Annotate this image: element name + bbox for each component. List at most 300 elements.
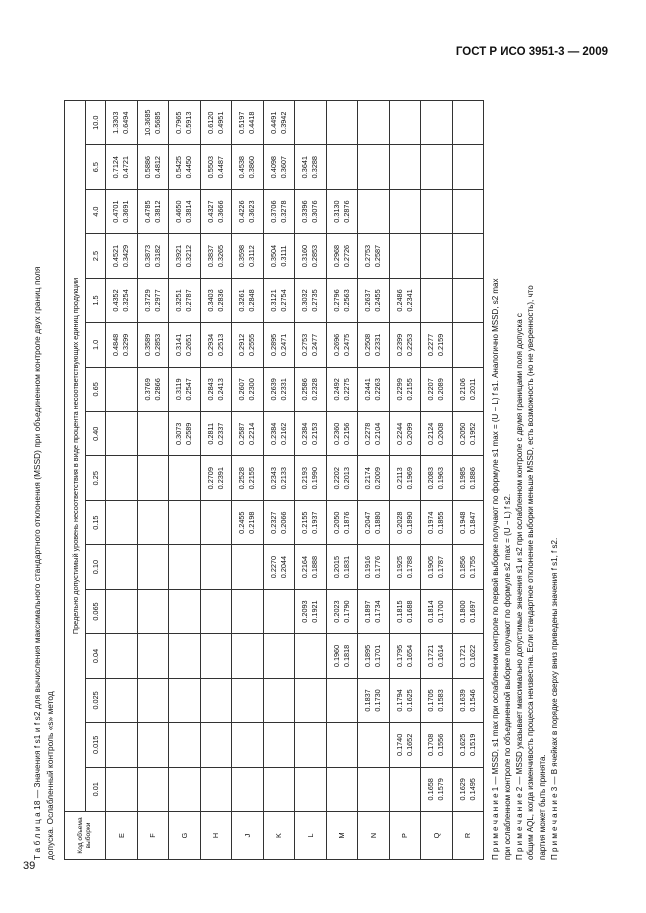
fs2-value: 0.3860 bbox=[247, 156, 257, 179]
fs2-value: 0.1579 bbox=[436, 778, 446, 801]
value-cell bbox=[389, 234, 421, 278]
value-cell bbox=[137, 367, 169, 411]
fs1-value: 0.2164 bbox=[300, 555, 310, 579]
fs2-value: 0.1969 bbox=[404, 467, 414, 490]
fs2-value: 0.2589 bbox=[184, 422, 194, 445]
fs1-value: 0.2796 bbox=[331, 289, 341, 312]
value-cell bbox=[200, 234, 232, 278]
note-line: П р и м е ч а н и е 2 — MSSD указывает максимально допустимые значения s1 и s2 при ослабленном контроле с двумя границами поля допуска с bbox=[514, 313, 524, 860]
value-cell bbox=[421, 101, 453, 145]
value-cell bbox=[106, 323, 138, 367]
fs2-value: 0.1880 bbox=[373, 511, 383, 534]
fs1-value: 0.4327 bbox=[205, 200, 215, 223]
fs1-value: 0.2207 bbox=[426, 378, 436, 401]
value-cell bbox=[263, 412, 295, 456]
fs1-value: 0.1740 bbox=[394, 733, 404, 757]
value-cell bbox=[169, 634, 201, 678]
fs2-value: 0.2513 bbox=[215, 333, 225, 357]
fs2-value: 0.2331 bbox=[278, 378, 288, 401]
fs1-value: 0.3873 bbox=[142, 244, 152, 268]
fs1-value: 0.1856 bbox=[457, 555, 467, 579]
value-cell bbox=[200, 367, 232, 411]
aql-value-header: 0.065 bbox=[86, 589, 106, 633]
aql-value-header: 0.015 bbox=[86, 723, 106, 767]
fs2-value: 0.3254 bbox=[121, 289, 131, 312]
value-cell bbox=[200, 500, 232, 544]
fs1-value: 0.2028 bbox=[394, 511, 404, 534]
notes-block bbox=[490, 100, 561, 860]
fs1-value: 0.2912 bbox=[237, 333, 247, 357]
value-cell bbox=[326, 367, 358, 411]
fs2-value: 0.1776 bbox=[373, 555, 383, 579]
aql-value-header: 0.04 bbox=[86, 634, 106, 678]
fs2-value: 0.2853 bbox=[152, 333, 162, 357]
fs1-value: 0.2709 bbox=[205, 467, 215, 490]
table-row bbox=[358, 101, 390, 860]
value-cell bbox=[137, 500, 169, 544]
note-line: П р и м е ч а н и е 1 — MSSD, s1 max при ослабленном контроле по первой выборке получают по формуле s1 max = (U − L) f s1. Аналогично MSSD, s2 max bbox=[491, 278, 500, 860]
fs1-value: 0.4098 bbox=[268, 156, 278, 179]
value-cell bbox=[263, 678, 295, 722]
value-cell bbox=[326, 678, 358, 722]
fs2-value: 0.3691 bbox=[121, 200, 131, 223]
table-row bbox=[452, 101, 484, 860]
fs2-value: 0.2413 bbox=[215, 378, 225, 401]
fs2-value: 0.6494 bbox=[121, 111, 131, 134]
value-cell bbox=[200, 101, 232, 145]
fs2-value: 0.3429 bbox=[121, 244, 131, 268]
value-cell bbox=[326, 456, 358, 500]
fs2-value: 0.2300 bbox=[247, 378, 257, 401]
fs1-value: 0.4701 bbox=[111, 200, 121, 223]
value-cell bbox=[452, 367, 484, 411]
value-cell bbox=[358, 500, 390, 544]
table-row bbox=[295, 101, 327, 860]
value-cell bbox=[106, 634, 138, 678]
fs1-value: 0.1925 bbox=[394, 555, 404, 579]
fs1-value: 0.1916 bbox=[363, 555, 373, 579]
fs1-value: 0.1985 bbox=[457, 467, 467, 490]
rotated-content bbox=[30, 100, 590, 860]
value-cell bbox=[389, 589, 421, 633]
fs2-value: 0.3112 bbox=[247, 245, 257, 267]
value-cell bbox=[232, 545, 264, 589]
fs1-value: 0.1721 bbox=[426, 644, 436, 668]
fs2-value: 0.3111 bbox=[278, 245, 288, 267]
fs1-value: 0.2343 bbox=[268, 467, 278, 490]
value-cell bbox=[326, 723, 358, 767]
value-cell bbox=[106, 767, 138, 811]
fs1-value: 0.1814 bbox=[426, 600, 436, 623]
fs2-value: 0.1556 bbox=[436, 733, 446, 757]
fs2-value: 0.2153 bbox=[310, 422, 320, 445]
fs2-value: 0.2555 bbox=[247, 333, 257, 357]
value-cell bbox=[295, 723, 327, 767]
value-cell bbox=[263, 545, 295, 589]
fs2-value: 0.1688 bbox=[404, 600, 414, 623]
fs2-value: 0.5913 bbox=[184, 111, 194, 134]
value-cell bbox=[389, 634, 421, 678]
fs1-value: 0.3251 bbox=[174, 289, 184, 312]
sample-code-cell: M bbox=[326, 812, 358, 860]
value-cell bbox=[106, 367, 138, 411]
fs2-value: 0.2876 bbox=[341, 200, 351, 223]
value-cell bbox=[295, 589, 327, 633]
value-cell bbox=[295, 545, 327, 589]
fs2-value: 0.2471 bbox=[278, 333, 288, 357]
value-cell bbox=[358, 278, 390, 322]
fs2-value: 0.1963 bbox=[436, 467, 446, 490]
fs1-value: 0.3729 bbox=[142, 289, 152, 312]
fs1-value: 0.4650 bbox=[174, 200, 184, 223]
value-cell bbox=[106, 678, 138, 722]
aql-value-header: 0.40 bbox=[86, 412, 106, 456]
value-cell bbox=[263, 101, 295, 145]
value-cell bbox=[232, 589, 264, 633]
value-cell bbox=[169, 723, 201, 767]
fs2-value: 0.1495 bbox=[467, 778, 477, 801]
value-cell bbox=[389, 145, 421, 189]
fs2-value: 0.1855 bbox=[436, 511, 446, 534]
value-cell bbox=[232, 500, 264, 544]
fs1-value: 0.2277 bbox=[426, 333, 436, 357]
value-cell bbox=[263, 278, 295, 322]
fs2-value: 0.1788 bbox=[404, 555, 414, 579]
page-number: 39 bbox=[23, 860, 36, 872]
fs2-value: 0.2133 bbox=[278, 467, 288, 490]
value-cell bbox=[232, 278, 264, 322]
fs2-value: 0.3076 bbox=[310, 200, 320, 223]
value-cell bbox=[421, 189, 453, 233]
fs1-value: 0.2270 bbox=[268, 555, 278, 579]
fs2-value: 0.2563 bbox=[341, 289, 351, 312]
fs2-value: 0.2099 bbox=[404, 422, 414, 445]
fs1-value: 0.1837 bbox=[363, 689, 373, 712]
value-cell bbox=[295, 500, 327, 544]
sample-code-cell: R bbox=[452, 812, 484, 860]
fs1-value: 0.1815 bbox=[394, 600, 404, 623]
fs1-value: 0.2753 bbox=[300, 333, 310, 357]
value-cell bbox=[452, 456, 484, 500]
fs2-value: 0.2866 bbox=[152, 378, 162, 401]
value-cell bbox=[200, 678, 232, 722]
value-cell bbox=[389, 545, 421, 589]
fs2-value: 0.1886 bbox=[467, 467, 477, 490]
fs1-value: 0.2486 bbox=[394, 289, 404, 312]
value-cell bbox=[295, 634, 327, 678]
fs2-value: 0.2159 bbox=[436, 333, 446, 357]
value-cell bbox=[389, 367, 421, 411]
fs1-value: 0.1948 bbox=[457, 511, 467, 534]
fs1-value: 0.5425 bbox=[174, 156, 184, 179]
fs1-value: 0.1629 bbox=[457, 778, 467, 801]
value-cell bbox=[295, 323, 327, 367]
value-cell bbox=[169, 278, 201, 322]
value-cell bbox=[326, 412, 358, 456]
fs1-value: 10.3685 bbox=[142, 109, 152, 136]
value-cell bbox=[137, 678, 169, 722]
value-cell bbox=[200, 456, 232, 500]
value-cell bbox=[106, 101, 138, 145]
fs2-value: 0.2391 bbox=[215, 467, 225, 490]
fs1-value: 0.2023 bbox=[331, 600, 341, 623]
value-cell bbox=[326, 634, 358, 678]
fs2-value: 0.3607 bbox=[278, 156, 288, 179]
fs1-value: 0.2360 bbox=[331, 422, 341, 445]
fs1-value: 0.3032 bbox=[300, 289, 310, 312]
value-cell bbox=[169, 500, 201, 544]
value-cell bbox=[326, 101, 358, 145]
value-cell bbox=[137, 545, 169, 589]
value-cell bbox=[106, 589, 138, 633]
value-cell bbox=[358, 367, 390, 411]
fs1-value: 0.2083 bbox=[426, 467, 436, 490]
value-cell bbox=[358, 234, 390, 278]
value-cell bbox=[169, 323, 201, 367]
fs2-value: 0.1847 bbox=[467, 511, 477, 534]
value-cell bbox=[295, 678, 327, 722]
fs2-value: 0.1652 bbox=[404, 733, 414, 757]
value-cell bbox=[452, 234, 484, 278]
value-cell bbox=[326, 545, 358, 589]
fs2-value: 0.1890 bbox=[404, 511, 414, 534]
fs1-value: 0.1800 bbox=[457, 600, 467, 623]
fs1-value: 0.3121 bbox=[268, 289, 278, 312]
value-cell bbox=[232, 234, 264, 278]
fs1-value: 0.2968 bbox=[331, 244, 341, 268]
fs1-value: 0.5197 bbox=[237, 111, 247, 134]
value-cell bbox=[452, 545, 484, 589]
fs2-value: 0.3666 bbox=[215, 200, 225, 223]
value-cell bbox=[389, 101, 421, 145]
fs1-value: 0.2528 bbox=[237, 467, 247, 490]
note-line: П р и м е ч а н и е 3 — В ячейках в порядке сверху вниз приведены значения f s1, f s2. bbox=[549, 537, 559, 860]
fs2-value: 0.3212 bbox=[184, 244, 194, 268]
value-cell bbox=[358, 545, 390, 589]
value-cell bbox=[263, 589, 295, 633]
value-cell bbox=[263, 145, 295, 189]
value-cell bbox=[106, 545, 138, 589]
fs2-value: 0.1818 bbox=[341, 644, 351, 668]
value-cell bbox=[106, 412, 138, 456]
value-cell bbox=[326, 145, 358, 189]
value-cell bbox=[137, 145, 169, 189]
fs2-value: 0.1937 bbox=[310, 511, 320, 534]
fs1-value: 0.2895 bbox=[268, 333, 278, 357]
fs1-value: 0.2508 bbox=[363, 333, 373, 357]
fs2-value: 0.2155 bbox=[404, 378, 414, 401]
value-cell bbox=[263, 723, 295, 767]
fs2-value: 0.3299 bbox=[121, 333, 131, 357]
fs2-value: 0.2155 bbox=[247, 467, 257, 490]
value-cell bbox=[452, 589, 484, 633]
table-row bbox=[169, 101, 201, 860]
fs1-value: 0.4491 bbox=[268, 111, 278, 134]
value-cell bbox=[421, 145, 453, 189]
value-cell bbox=[452, 634, 484, 678]
value-cell bbox=[295, 189, 327, 233]
fs1-value: 0.2637 bbox=[363, 289, 373, 312]
fs2-value: 0.1990 bbox=[310, 467, 320, 490]
value-cell bbox=[452, 101, 484, 145]
value-cell bbox=[358, 767, 390, 811]
fs1-value: 0.1795 bbox=[394, 644, 404, 668]
table-row bbox=[200, 101, 232, 860]
sample-code-cell: H bbox=[200, 812, 232, 860]
fs1-value: 0.1625 bbox=[457, 733, 467, 757]
fs1-value: 0.2587 bbox=[237, 422, 247, 445]
value-cell bbox=[452, 145, 484, 189]
fs1-value: 0.1658 bbox=[426, 778, 436, 801]
fs2-value: 0.1614 bbox=[436, 644, 446, 668]
fs2-value: 0.1921 bbox=[310, 600, 320, 623]
aql-value-header: 6.5 bbox=[86, 145, 106, 189]
value-cell bbox=[200, 278, 232, 322]
fs1-value: 0.2455 bbox=[237, 511, 247, 534]
value-cell bbox=[169, 367, 201, 411]
fs2-value: 0.4450 bbox=[184, 156, 194, 179]
value-cell bbox=[106, 456, 138, 500]
fs1-value: 0.5886 bbox=[142, 156, 152, 179]
fs2-value: 0.2263 bbox=[373, 378, 383, 401]
fs2-value: 0.1654 bbox=[404, 644, 414, 668]
value-cell bbox=[358, 678, 390, 722]
value-cell bbox=[389, 189, 421, 233]
fs1-value: 0.2811 bbox=[205, 422, 215, 445]
fs1-value: 0.3837 bbox=[205, 244, 215, 268]
value-cell bbox=[389, 323, 421, 367]
fs1-value: 0.3769 bbox=[142, 378, 152, 401]
value-cell bbox=[169, 767, 201, 811]
value-cell bbox=[358, 412, 390, 456]
fs2-value: 0.1831 bbox=[341, 555, 351, 579]
fs1-value: 0.2155 bbox=[300, 511, 310, 534]
fs1-value: 0.1708 bbox=[426, 733, 436, 757]
fs1-value: 0.2384 bbox=[300, 422, 310, 445]
value-cell bbox=[389, 767, 421, 811]
value-cell bbox=[421, 634, 453, 678]
fs1-value: 0.2093 bbox=[300, 600, 310, 623]
fs1-value: 0.2193 bbox=[300, 467, 310, 490]
value-cell bbox=[421, 723, 453, 767]
fs2-value: 0.5685 bbox=[152, 111, 162, 134]
value-cell bbox=[389, 678, 421, 722]
fs2-value: 0.1787 bbox=[436, 555, 446, 579]
value-cell bbox=[169, 412, 201, 456]
fs2-value: 0.2853 bbox=[310, 244, 320, 268]
value-cell bbox=[169, 589, 201, 633]
aql-value-header: 2.5 bbox=[86, 234, 106, 278]
table-row bbox=[326, 101, 358, 860]
value-cell bbox=[200, 723, 232, 767]
aql-value-header: 0.025 bbox=[86, 678, 106, 722]
value-cell bbox=[358, 634, 390, 678]
fs2-value: 0.3814 bbox=[184, 200, 194, 223]
fs2-value: 0.3623 bbox=[247, 200, 257, 223]
value-cell bbox=[421, 367, 453, 411]
value-cell bbox=[452, 767, 484, 811]
value-cell bbox=[452, 678, 484, 722]
fs1-value: 0.3403 bbox=[205, 289, 215, 312]
value-cell bbox=[232, 767, 264, 811]
fs1-value: 0.1905 bbox=[426, 555, 436, 579]
fs2-value: 0.2162 bbox=[278, 422, 288, 445]
value-cell bbox=[358, 323, 390, 367]
value-cell bbox=[232, 412, 264, 456]
value-cell bbox=[106, 723, 138, 767]
fs2-value: 0.2455 bbox=[373, 289, 383, 312]
fs1-value: 0.1960 bbox=[331, 644, 341, 668]
value-cell bbox=[421, 589, 453, 633]
fs1-value: 0.4352 bbox=[111, 289, 121, 312]
fs1-value: 0.1897 bbox=[363, 600, 373, 623]
fs2-value: 0.2341 bbox=[404, 289, 414, 312]
fs2-value: 0.2009 bbox=[373, 467, 383, 490]
value-cell bbox=[169, 145, 201, 189]
fs1-value: 0.3706 bbox=[268, 200, 278, 223]
value-cell bbox=[263, 500, 295, 544]
fs2-value: 0.2726 bbox=[341, 244, 351, 268]
value-cell bbox=[452, 189, 484, 233]
aql-value-header: 0.25 bbox=[86, 456, 106, 500]
aql-value-header: 1.0 bbox=[86, 323, 106, 367]
value-cell bbox=[295, 234, 327, 278]
fs1-value: 0.7965 bbox=[174, 111, 184, 134]
value-cell bbox=[421, 412, 453, 456]
value-cell bbox=[200, 545, 232, 589]
fs1-value: 0.4538 bbox=[237, 156, 247, 179]
value-cell bbox=[232, 145, 264, 189]
value-cell bbox=[263, 323, 295, 367]
value-cell bbox=[389, 500, 421, 544]
note-line: общим AQL, когда изменчивость процесса неизвестна. Если стандартное отклонение выборки меньше MSSD, есть возможность (но не уверенность), что bbox=[526, 285, 536, 860]
fs1-value: 0.2696 bbox=[331, 333, 341, 357]
fs2-value: 0.2214 bbox=[247, 422, 257, 445]
caption-line-1: Т а б л и ц а 18 — Значения f s1 и f s2 для вычисления максимального стандартного отклонения (MSSD) при объединенном контроле двух границ поля bbox=[33, 266, 42, 860]
value-cell bbox=[263, 234, 295, 278]
value-cell bbox=[106, 189, 138, 233]
value-cell bbox=[326, 500, 358, 544]
value-cell bbox=[295, 145, 327, 189]
value-cell bbox=[200, 634, 232, 678]
fs1-value: 0.6120 bbox=[205, 111, 215, 134]
sample-code-cell: G bbox=[169, 812, 201, 860]
value-cell bbox=[295, 101, 327, 145]
fs2-value: 0.2253 bbox=[404, 333, 414, 357]
value-cell bbox=[200, 323, 232, 367]
fs1-value: 0.3141 bbox=[174, 333, 184, 357]
fs2-value: 0.2787 bbox=[184, 289, 194, 312]
fs1-value: 0.2399 bbox=[394, 333, 404, 357]
fs2-value: 0.2008 bbox=[436, 422, 446, 445]
value-cell bbox=[389, 412, 421, 456]
value-cell bbox=[358, 101, 390, 145]
fs1-value: 0.2384 bbox=[268, 422, 278, 445]
aql-value-header: 0.65 bbox=[86, 367, 106, 411]
fs2-value: 0.3278 bbox=[278, 200, 288, 223]
value-cell bbox=[169, 189, 201, 233]
fs2-value: 0.2328 bbox=[310, 378, 320, 401]
aql-value-header: 1.5 bbox=[86, 278, 106, 322]
fs2-value: 0.1625 bbox=[404, 689, 414, 712]
value-cell bbox=[169, 456, 201, 500]
fs2-value: 0.2104 bbox=[373, 422, 383, 445]
fs2-value: 0.1519 bbox=[467, 733, 477, 757]
fs2-value: 0.3942 bbox=[278, 111, 288, 134]
value-cell bbox=[389, 723, 421, 767]
value-cell bbox=[452, 323, 484, 367]
value-cell bbox=[232, 634, 264, 678]
